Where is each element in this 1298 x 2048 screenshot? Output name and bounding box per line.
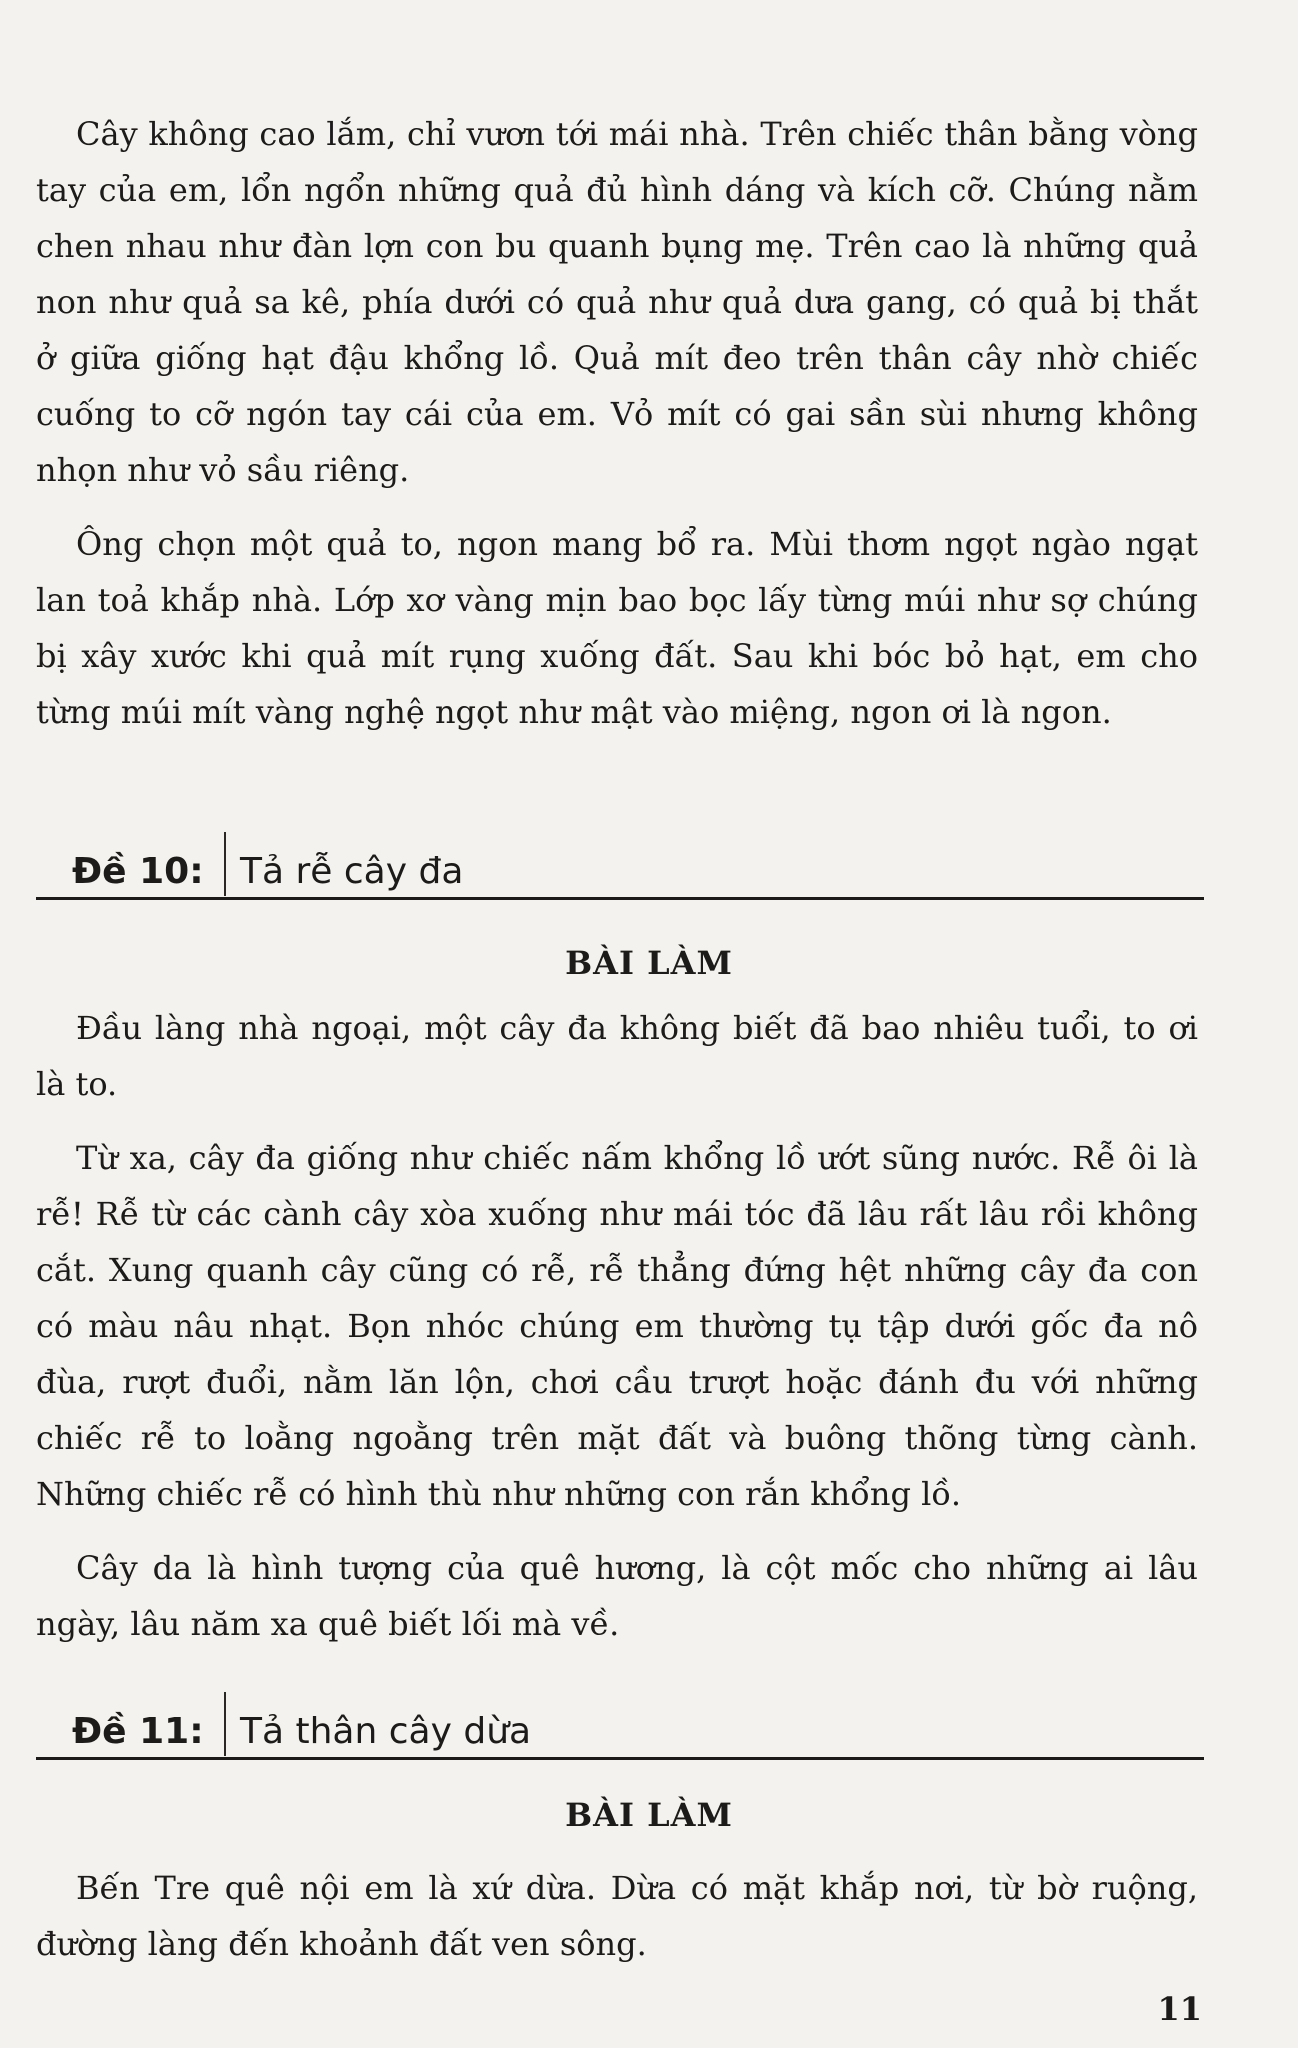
exercise-10-answer-heading: BÀI LÀM — [565, 944, 733, 982]
heading-rule — [36, 1757, 1204, 1760]
intro-paragraph-2: Ông chọn một quả to, ngon mang bổ ra. Mùi thơm ngọt ngào ngạt lan toả khắp nhà. Lớp xơ vàng mịn bao bọc lấy từng múi như sợ chúng bị xây xước khi quả mít rụng xuống đất. Sau khi bóc bỏ hạt, em cho từng múi mít vàng nghệ ngọt như mật vào miệng, ngon ơi là ngon. — [36, 525, 1198, 731]
heading-divider — [224, 832, 226, 896]
heading-divider — [224, 1692, 226, 1756]
intro-section — [36, 106, 1198, 740]
exercise-11-heading — [36, 1692, 1204, 1756]
exercise-10-heading — [36, 832, 1204, 896]
exercise-11-title: Tả thân cây dừa — [240, 1711, 532, 1752]
exercise-11-answer-heading: BÀI LÀM — [565, 1796, 733, 1834]
exercise-11-label: Đề 11: — [72, 1711, 204, 1752]
exercise-10-paragraph-2: Từ xa, cây đa giống như chiếc nấm khổng lồ ướt sũng nước. Rễ ôi là rễ! Rễ từ các cành cây xòa xuống như mái tóc đã lâu rất lâu rồi không cắt. Xung quanh cây cũng có rễ, rễ thẳng đứng hệt những cây đa con có màu nâu nhạt. Bọn nhóc chúng em thường tụ tập dưới gốc đa nô đùa, rượt đuổi, nằm lăn lộn, chơi cầu trượt hoặc đánh đu với những chiếc rễ to loằng ngoằng trên mặt đất và buông thõng từng cành. Những chiếc rễ có hình thù như những con rắn khổng lồ. — [36, 1139, 1198, 1513]
intro-paragraph-1: Cây không cao lắm, chỉ vươn tới mái nhà. Trên chiếc thân bằng vòng tay của em, lổn ngổn những quả đủ hình dáng và kích cỡ. Chúng nằm chen nhau như đàn lợn con bu quanh bụng mẹ. Trên cao là những quả non như quả sa kê, phía dưới có quả như quả dưa gang, có quả bị thắt ở giữa giống hạt đậu khổng lồ. Quả mít đeo trên thân cây nhờ chiếc cuống to cỡ ngón tay cái của em. Vỏ mít có gai sần sùi nhưng không nhọn như vỏ sầu riêng. — [36, 115, 1198, 489]
exercise-10-paragraph-1: Đầu làng nhà ngoại, một cây đa không biết đã bao nhiêu tuổi, to ơi là to. — [36, 1009, 1198, 1103]
page-number: 11 — [1157, 1990, 1202, 2028]
exercise-10-body — [36, 1000, 1198, 1652]
exercise-10-label: Đề 10: — [72, 851, 204, 892]
heading-rule — [36, 897, 1204, 900]
exercise-10-paragraph-3: Cây da là hình tượng của quê hương, là cột mốc cho những ai lâu ngày, lâu năm xa quê biết lối mà về. — [36, 1549, 1198, 1643]
exercise-11-body — [36, 1860, 1198, 1972]
exercise-10-title: Tả rễ cây đa — [240, 851, 464, 892]
exercise-11-paragraph-1: Bến Tre quê nội em là xứ dừa. Dừa có mặt khắp nơi, từ bờ ruộng, đường làng đến khoảnh đất ven sông. — [36, 1869, 1198, 1963]
